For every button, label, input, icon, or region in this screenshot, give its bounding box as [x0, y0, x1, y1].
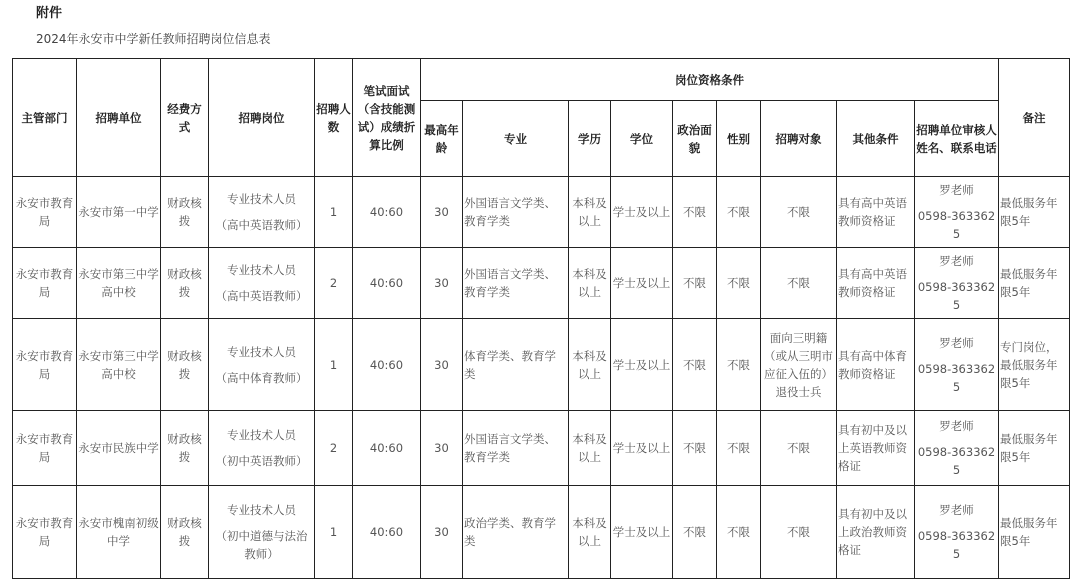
cell-position [209, 411, 315, 486]
contact-phone: 0598-3633625 [917, 209, 996, 241]
cell-count: 1 [315, 177, 353, 248]
cell-dept: 永安市教育局 [13, 177, 77, 248]
cell-gender: 不限 [717, 411, 761, 486]
contact-name: 罗老师 [939, 254, 974, 268]
header-contact: 招聘单位审核人姓名、联系电话 [915, 101, 999, 177]
cell-unit: 永安市第一中学 [77, 177, 161, 248]
cell-ratio: 40:60 [353, 411, 421, 486]
cell-remark: 最低服务年限5年 [999, 177, 1070, 248]
cell-dept: 永安市教育局 [13, 248, 77, 319]
cell-other: 具有初中及以上政治教师资格证 [837, 486, 915, 579]
header-dept: 主管部门 [13, 59, 77, 177]
cell-target: 不限 [761, 411, 837, 486]
contact-phone: 0598-3633625 [917, 280, 996, 312]
position-title: （高中英语教师） [215, 218, 308, 232]
cell-ratio: 40:60 [353, 319, 421, 411]
cell-political: 不限 [673, 248, 717, 319]
table-row [13, 248, 1070, 319]
header-major: 专业 [463, 101, 569, 177]
recruitment-table [12, 58, 1070, 579]
position-title: （高中英语教师） [215, 289, 308, 303]
cell-contact [915, 486, 999, 579]
cell-degree: 学士及以上 [611, 411, 673, 486]
header-target: 招聘对象 [761, 101, 837, 177]
cell-education: 本科及以上 [569, 319, 611, 411]
cell-position [209, 319, 315, 411]
cell-position [209, 177, 315, 248]
contact-name: 罗老师 [939, 335, 974, 350]
attachment-label: 附件 [36, 6, 63, 21]
header-qualifications: 岗位资格条件 [421, 59, 999, 101]
cell-gender: 不限 [717, 177, 761, 248]
position-title: （初中英语教师） [215, 454, 308, 468]
cell-ratio: 40:60 [353, 248, 421, 319]
cell-ratio: 40:60 [353, 177, 421, 248]
cell-dept: 永安市教育局 [13, 319, 77, 411]
cell-contact [915, 248, 999, 319]
position-category: 专业技术人员 [227, 192, 296, 206]
cell-unit: 永安市第三中学高中校 [77, 248, 161, 319]
cell-contact [915, 411, 999, 486]
cell-funding: 财政核拨 [161, 177, 209, 248]
cell-remark: 最低服务年限5年 [999, 486, 1070, 579]
position-category: 专业技术人员 [227, 503, 296, 517]
cell-degree: 学士及以上 [611, 177, 673, 248]
header-ratio: 笔试面试（含技能测试）成绩折算比例 [353, 59, 421, 177]
cell-other: 具有高中体育教师资格证 [837, 319, 915, 411]
header-count: 招聘人数 [315, 59, 353, 177]
cell-education: 本科及以上 [569, 177, 611, 248]
cell-political: 不限 [673, 319, 717, 411]
cell-position [209, 248, 315, 319]
cell-degree: 学士及以上 [611, 248, 673, 319]
position-title: （高中体育教师） [215, 370, 308, 385]
cell-contact [915, 177, 999, 248]
cell-contact [915, 319, 999, 411]
cell-gender: 不限 [717, 319, 761, 411]
cell-major: 外国语言文学类、教育学类 [463, 248, 569, 319]
table-row [13, 411, 1070, 486]
position-category: 专业技术人员 [227, 344, 296, 359]
header-degree: 学位 [611, 101, 673, 177]
contact-phone: 0598-3633625 [917, 361, 996, 394]
table-row [13, 486, 1070, 579]
cell-unit: 永安市第三中学高中校 [77, 319, 161, 411]
cell-target: 不限 [761, 248, 837, 319]
contact-phone: 0598-3633625 [917, 529, 996, 561]
cell-major: 外国语言文学类、教育学类 [463, 411, 569, 486]
cell-unit: 永安市民族中学 [77, 411, 161, 486]
cell-target: 面向三明籍（或从三明市应征入伍的）退役士兵 [761, 319, 837, 411]
cell-age: 30 [421, 248, 463, 319]
contact-name: 罗老师 [939, 183, 974, 197]
contact-name: 罗老师 [939, 419, 974, 433]
cell-funding: 财政核拨 [161, 248, 209, 319]
cell-remark: 最低服务年限5年 [999, 248, 1070, 319]
header-education: 学历 [569, 101, 611, 177]
cell-major: 体育学类、教育学类 [463, 319, 569, 411]
cell-other: 具有高中英语教师资格证 [837, 177, 915, 248]
cell-target: 不限 [761, 177, 837, 248]
cell-political: 不限 [673, 411, 717, 486]
cell-gender: 不限 [717, 248, 761, 319]
cell-funding: 财政核拨 [161, 411, 209, 486]
cell-degree: 学士及以上 [611, 486, 673, 579]
cell-age: 30 [421, 319, 463, 411]
header-funding: 经费方式 [161, 59, 209, 177]
header-position: 招聘岗位 [209, 59, 315, 177]
cell-dept: 永安市教育局 [13, 486, 77, 579]
cell-count: 2 [315, 411, 353, 486]
cell-position [209, 486, 315, 579]
header-other: 其他条件 [837, 101, 915, 177]
table-row [13, 177, 1070, 248]
position-category: 专业技术人员 [227, 263, 296, 277]
cell-education: 本科及以上 [569, 486, 611, 579]
cell-other: 具有高中英语教师资格证 [837, 248, 915, 319]
position-title: （初中道德与法治教师） [215, 529, 308, 561]
header-gender: 性别 [717, 101, 761, 177]
cell-count: 2 [315, 248, 353, 319]
cell-political: 不限 [673, 177, 717, 248]
cell-major: 政治学类、教育学类 [463, 486, 569, 579]
cell-degree: 学士及以上 [611, 319, 673, 411]
cell-funding: 财政核拨 [161, 319, 209, 411]
cell-education: 本科及以上 [569, 248, 611, 319]
cell-political: 不限 [673, 486, 717, 579]
cell-remark: 专门岗位，最低服务年限5年 [999, 319, 1070, 411]
position-category: 专业技术人员 [227, 428, 296, 442]
cell-age: 30 [421, 177, 463, 248]
cell-count: 1 [315, 486, 353, 579]
cell-ratio: 40:60 [353, 486, 421, 579]
cell-dept: 永安市教育局 [13, 411, 77, 486]
table-row [13, 319, 1070, 411]
cell-other: 具有初中及以上英语教师资格证 [837, 411, 915, 486]
header-political: 政治面貌 [673, 101, 717, 177]
cell-gender: 不限 [717, 486, 761, 579]
cell-funding: 财政核拨 [161, 486, 209, 579]
header-age: 最高年龄 [421, 101, 463, 177]
cell-remark: 最低服务年限5年 [999, 411, 1070, 486]
header-unit: 招聘单位 [77, 59, 161, 177]
cell-unit: 永安市槐南初级中学 [77, 486, 161, 579]
cell-age: 30 [421, 411, 463, 486]
cell-education: 本科及以上 [569, 411, 611, 486]
contact-phone: 0598-3633625 [917, 445, 996, 477]
cell-age: 30 [421, 486, 463, 579]
header-remark: 备注 [999, 59, 1070, 177]
document-title: 2024年永安市中学新任教师招聘岗位信息表 [36, 32, 271, 46]
cell-target: 不限 [761, 486, 837, 579]
cell-count: 1 [315, 319, 353, 411]
contact-name: 罗老师 [939, 503, 974, 517]
cell-major: 外国语言文学类、教育学类 [463, 177, 569, 248]
